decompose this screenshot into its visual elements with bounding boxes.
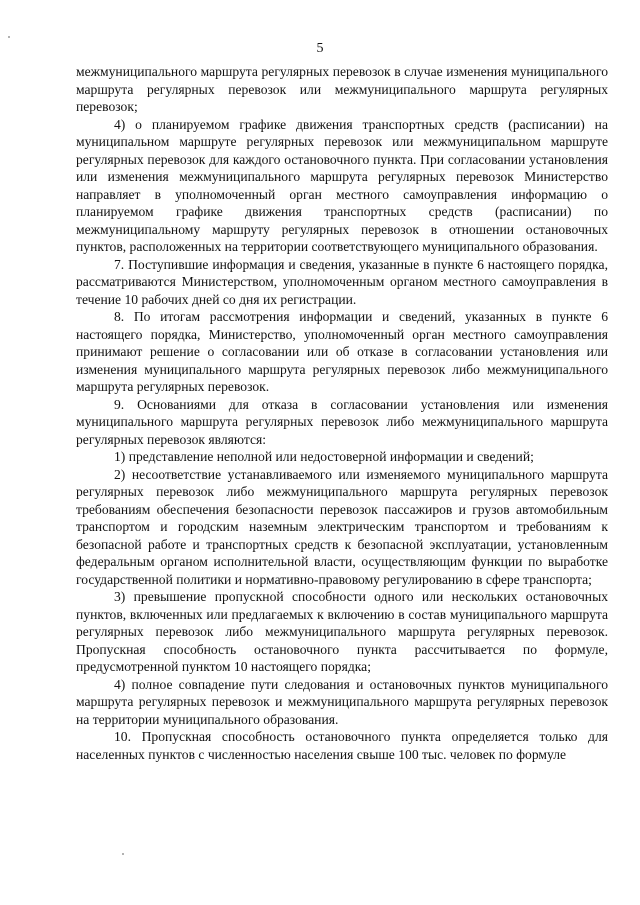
paragraph-9-item-4: 4) полное совпадение пути следования и остановочных пунктов муниципального маршрута регулярных перевозок и межмуниципального маршрута регулярных перевозок на территории муниципального образования.	[76, 676, 608, 727]
paragraph-9: 9. Основаниями для отказа в согласовании установления или изменения муниципального маршрута регулярных перевозок либо межмуниципального маршрута регулярных перевозок являются:	[76, 396, 608, 447]
paragraph-9-item-2: 2) несоответствие устанавливаемого или изменяемого муниципального маршрута регулярных перевозок либо межмуниципального маршрута регулярных перевозок требованиям обеспечения безопасности перевозок пассажиров и грузов автомобильным транспортом и городским наземным электрическим транспортом и требованиям к безопасной работе и транспортных средств к безопасной эксплуатации, установленным федеральным органом исполнительной власти, осуществляющим функции по выработке государственной политики и нормативно-правовому регулированию в сфере транспорта;	[76, 466, 608, 587]
page-number: 5	[316, 41, 324, 56]
scan-speck	[8, 36, 10, 38]
scan-speck	[122, 853, 124, 855]
paragraph-8: 8. По итогам рассмотрения информации и сведений, указанных в пункте 6 настоящего порядка, Министерство, уполномоченный орган местного самоуправления принимают решение о согласовании или об отказе в согласовании установления или изменения муниципального маршрута регулярных перевозок либо межмуниципального маршрута регулярных перевозок.	[76, 309, 608, 394]
paragraph-item-4-schedule: 4) о планируемом графике движения транспортных средств (расписании) на муниципальном маршруте регулярных перевозок или межмуниципальном маршруте регулярных перевозок для каждого остановочного пункта. При согласовании установления или изменения межмуниципального маршрута регулярных перевозок Министерство направляет в уполномоченный орган местного самоуправления информацию о планируемом графике движения транспортных средств (расписании) по межмуниципальному маршруту регулярных перевозок в отношении остановочных пунктов, расположенных на территории соответствующего муниципального образования.	[76, 116, 608, 254]
paragraph-9-item-3: 3) превышение пропускной способности одного или нескольких остановочных пунктов, включенных или предлагаемых к включению в состав муниципального маршрута регулярных перевозок либо межмуниципального маршрута регулярных перевозок. Пропускная способность остановочного пункта рассчитывается по формуле, предусмотренной пунктом 10 настоящего порядка;	[76, 589, 608, 674]
paragraph-7: 7. Поступившие информация и сведения, указанные в пункте 6 настоящего порядка, рассматриваются Министерством, уполномоченным органом местного самоуправления в течение 10 рабочих дней со дня их регистрации.	[76, 256, 608, 307]
document-body	[76, 63, 608, 763]
paragraph-10: 10. Пропускная способность остановочного пункта определяется только для населенных пунктов с численностью населения свыше 100 тыс. человек по формуле	[76, 729, 608, 762]
paragraph-9-item-1: 1) представление неполной или недостоверной информации и сведений;	[114, 449, 534, 464]
paragraph-continuation: межмуниципального маршрута регулярных перевозок в случае изменения муниципального маршрута регулярных перевозок или межмуниципального маршрута регулярных перевозок;	[76, 64, 608, 114]
